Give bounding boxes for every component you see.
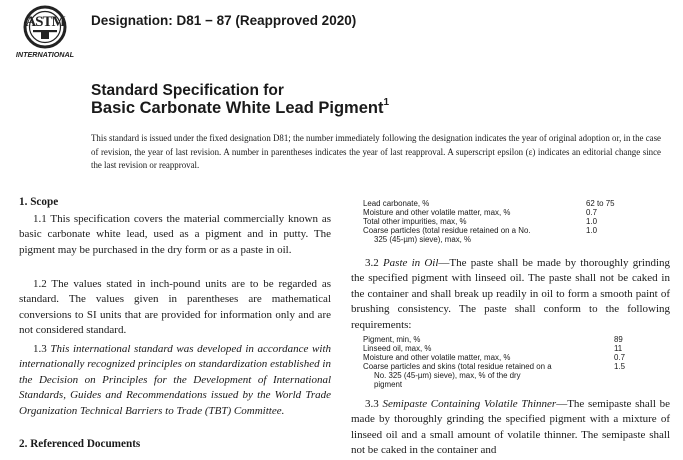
table-row — [363, 208, 663, 217]
requirements-table-dry-pigment — [363, 199, 663, 244]
requirement-name: Linseed oil, max, % — [363, 344, 432, 354]
requirements-table-paste-in-oil — [363, 335, 663, 390]
svg-text:INTERNATIONAL: INTERNATIONAL — [15, 50, 75, 59]
table-row — [363, 353, 663, 362]
paragraph-1-1-text: 1.1 This specification covers the material commercially known as basic carbonate white lead, used as a pigment and in putty. The pigment may be purchased in the dry form or as a paste in oil. — [19, 213, 331, 256]
table-row — [363, 226, 663, 244]
requirement-value: 1.5 — [614, 362, 625, 372]
table-row — [363, 199, 663, 208]
requirement-name: Moisture and other volatile matter, max, % — [363, 353, 511, 363]
title-line2 — [91, 96, 390, 118]
title-text: Basic Carbonate White Lead Pigment — [91, 99, 384, 117]
paragraph-1-3 — [19, 342, 331, 419]
title-line1: Standard Specification for — [91, 82, 284, 99]
table-row — [363, 335, 663, 344]
paragraph-1-3-text: This international standard was developed in accordance with internationally recognized principles on standardization established in the Decision on Principles for the Development of International Standards, Guides and Recommendations issued by the World Trade Organization Technical Barriers to Trade (TBT) Committee. — [19, 343, 332, 417]
designation: Designation: D81 − 87 (Reapproved 2020) — [91, 13, 357, 28]
requirement-name: Moisture and other volatile matter, max, % — [363, 208, 511, 218]
section-heading-scope: 1. Scope — [19, 196, 59, 208]
requirement-value: 0.7 — [586, 208, 597, 218]
paragraph-3-3-number: 3.3 — [365, 398, 379, 410]
astm-logo-icon — [6, 4, 84, 62]
requirement-value: 11 — [614, 344, 623, 354]
requirement-name-line3: pigment — [374, 380, 403, 390]
requirement-name-line2: No. 325 (45-µm) sieve), max, % of the dry — [374, 371, 521, 381]
paragraph-3-3-title: Semipaste Containing Volatile Thinner — [382, 398, 557, 410]
title-footnote-marker: 1 — [383, 96, 390, 108]
table-row — [363, 344, 663, 353]
paragraph-1-2-text: 1.2 The values stated in inch-pound units are to be regarded as standard. The values given in parentheses are mathematical conversions to SI units that are provided for information only and are not considered standard. — [19, 278, 331, 337]
requirement-value: 62 to 75 — [586, 199, 615, 208]
requirement-name: Total other impurities, max, % — [363, 217, 467, 227]
requirement-value: 0.7 — [614, 353, 625, 363]
requirement-value: 89 — [614, 335, 623, 344]
requirement-name-line1: Coarse particles (total residue retained on a No. — [363, 226, 531, 236]
paragraph-3-2-title: Paste in Oil — [382, 257, 439, 269]
section-heading-referenced-documents: 2. Referenced Documents — [19, 438, 141, 450]
requirement-name: Pigment, min, % — [363, 335, 421, 344]
requirement-value: 1.0 — [586, 217, 597, 227]
paragraph-3-2-text: —The paste shall be made by thoroughly grinding the specified pigment with linseed oil. The paste shall not be caked in the container and shall break up readily in oil to form a smooth paint of brushing consistency. The paste shall conform to the following requirements: — [351, 257, 671, 331]
paragraph-3-3-text: —The semipaste shall be made by thoroughly grinding the specified pigment with a mixture of linseed oil and a small amount of volatile thinner. The semipaste shall not be caked in the container and — [351, 398, 671, 457]
paragraph-1-2 — [19, 277, 331, 339]
requirement-name-line1: Coarse particles and skins (total residue retained on a — [363, 362, 552, 372]
requirement-value: 1.0 — [586, 226, 597, 236]
paragraph-3-2 — [351, 256, 670, 333]
paragraph-3-2-number: 3.2 — [365, 257, 379, 269]
requirement-name — [363, 226, 588, 244]
table-row — [363, 217, 663, 226]
requirement-name-line2: 325 (45-µm) sieve), max, % — [374, 235, 472, 245]
paragraph-1-1 — [19, 212, 331, 258]
requirement-name: Lead carbonate, % — [363, 199, 430, 208]
astm-logo — [6, 4, 84, 62]
paragraph-1-3-number: 1.3 — [33, 343, 47, 355]
paragraph-3-3 — [351, 397, 670, 459]
svg-text:ASTM: ASTM — [25, 14, 65, 30]
requirement-name — [363, 362, 595, 389]
intro-note: This standard is issued under the fixed designation D81; the number immediately following the designation indicates the year of original adoption or, in the case of revision, the year of last revision. A number in parentheses indicates the year of last reapproval. A superscript epsilon (ε) indicates an editorial change since the last revision or reapproval. — [91, 133, 661, 171]
table-row — [363, 362, 663, 389]
